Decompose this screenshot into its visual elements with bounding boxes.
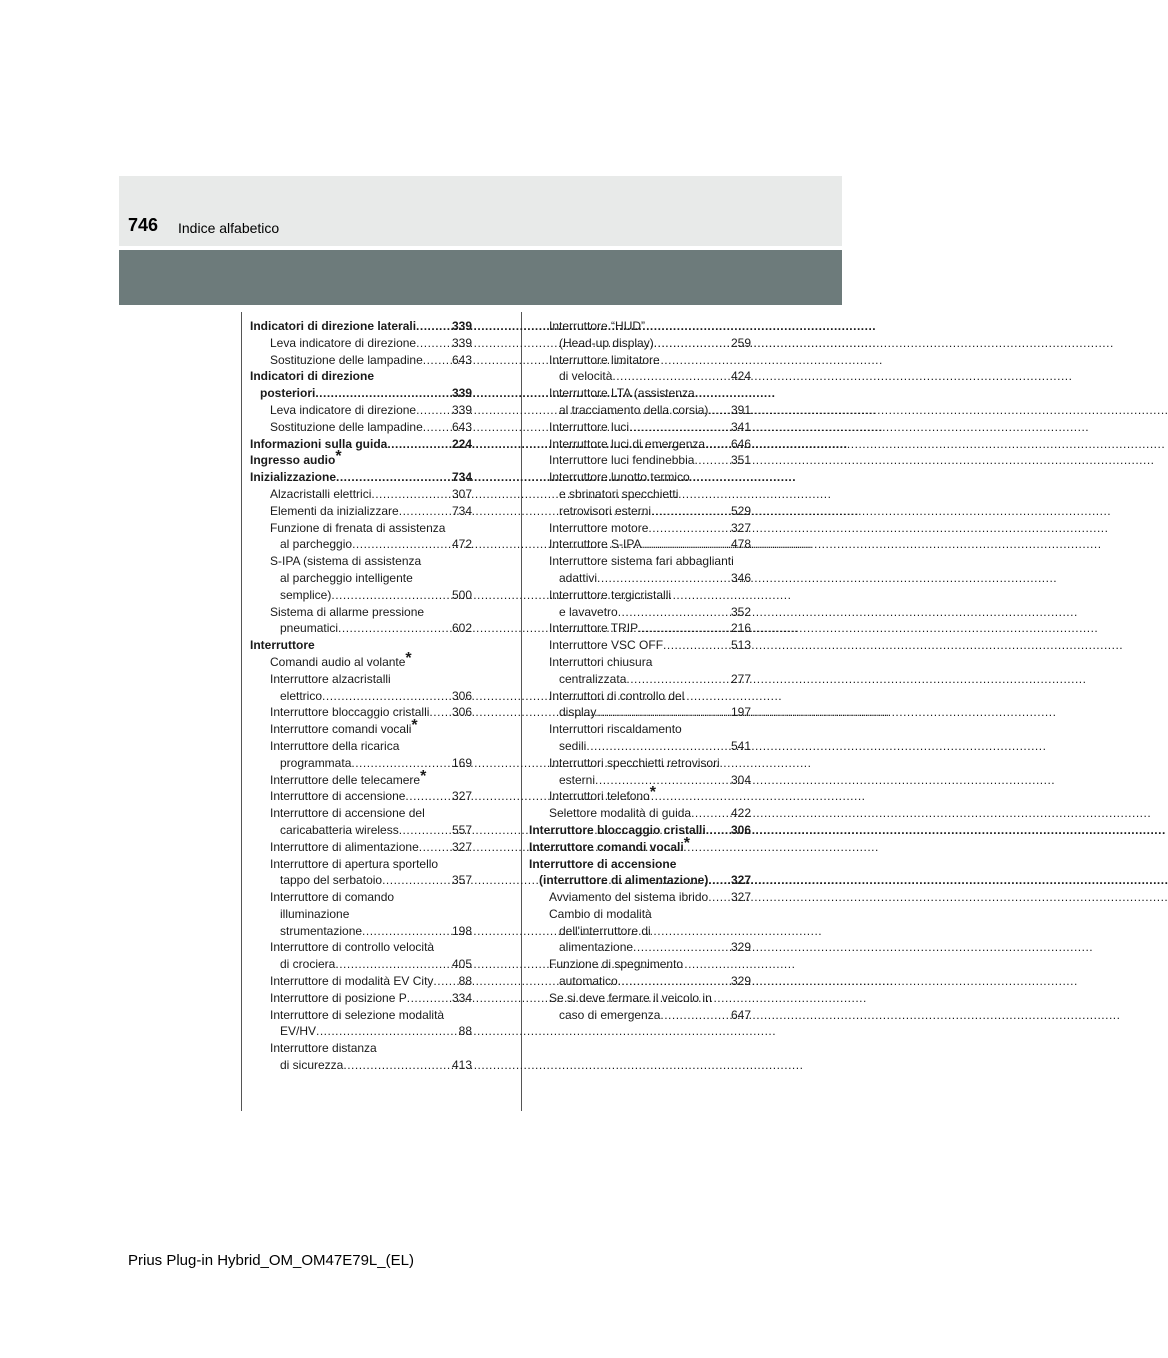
index-entry-text: di velocità	[559, 369, 613, 384]
index-entry-text: Ingresso audio	[250, 453, 336, 468]
index-page-number: 88	[458, 974, 472, 989]
dot-leader	[336, 469, 451, 486]
index-entry-text: automatico	[559, 974, 618, 989]
index-page-number: 405	[451, 957, 472, 972]
dot-leader	[626, 671, 730, 688]
index-line	[250, 604, 472, 621]
index-page-number: 88	[458, 1024, 472, 1039]
index-entry	[529, 503, 751, 520]
index-line	[250, 939, 472, 956]
index-entry-text: Interruttore luci	[549, 419, 630, 434]
index-entry	[529, 805, 751, 822]
dot-leader	[638, 620, 730, 637]
index-page-number: 529	[730, 503, 751, 518]
index-entry	[250, 839, 472, 856]
asterisk-marker: *	[420, 767, 427, 785]
index-entry	[250, 536, 472, 553]
index-page-number: 327	[451, 839, 472, 854]
index-entry-text: Interruttore distanza	[270, 1041, 377, 1056]
dot-leader	[706, 822, 730, 839]
index-entry-text: Leva indicatore di direzione	[270, 402, 417, 417]
index-entry	[250, 587, 472, 604]
index-line	[250, 1040, 472, 1057]
index-entry-text: Se si deve fermare il veicolo in	[549, 990, 712, 1005]
index-entry-text: centralizzata	[559, 671, 627, 686]
dot-leader	[654, 335, 730, 352]
index-line	[250, 637, 472, 654]
dot-leader	[407, 990, 451, 1007]
index-line	[250, 856, 472, 873]
dot-leader	[651, 503, 730, 520]
dot-leader	[416, 402, 451, 419]
index-page-number: 277	[730, 671, 751, 686]
index-entry-text: Interruttore motore	[549, 520, 649, 535]
index-entry-text: Interruttore di alimentazione	[270, 839, 419, 854]
index-entry-text: Selettore modalità di guida	[549, 806, 692, 821]
index-page-number: 472	[451, 537, 472, 552]
index-entry-text: tappo del serbatoio	[280, 873, 383, 888]
index-entry-text: Interruttore di accensione del	[270, 806, 425, 821]
index-entry-text: Interruttore di selezione modalità	[270, 1007, 445, 1022]
index-page-number: 169	[451, 755, 472, 770]
index-entry-text: adattivi	[559, 570, 598, 585]
index-entry	[250, 755, 472, 772]
index-entry-text: Inizializzazione	[250, 470, 337, 485]
index-entry-text: Leva indicatore di direzione	[270, 335, 417, 350]
index-entry-text: Interruttore TRIP	[549, 621, 639, 636]
dot-leader	[352, 536, 451, 553]
index-entry-text: Interruttore di accensione	[529, 856, 677, 871]
dot-leader	[416, 335, 451, 352]
dot-leader	[612, 368, 730, 385]
index-line	[250, 717, 472, 738]
index-entry-text: Interruttore “HUD”	[549, 319, 646, 333]
dot-leader	[660, 1007, 730, 1024]
index-line	[529, 856, 751, 873]
index-line	[250, 520, 472, 537]
index-entry-text: Avviamento del sistema ibrido	[549, 890, 709, 905]
index-entry-text: caricabatteria wireless	[280, 822, 399, 837]
index-page-number: 413	[451, 1058, 472, 1073]
index-entry	[529, 822, 751, 839]
index-entry-text: al parcheggio intelligente	[280, 570, 413, 585]
index-page-number: 334	[451, 990, 472, 1005]
index-page-number: 647	[730, 1007, 751, 1022]
index-line	[529, 923, 751, 940]
index-entry-text: Interruttore S-IPA	[549, 537, 642, 552]
index-entry	[250, 352, 472, 369]
index-page-number: 327	[730, 873, 751, 888]
index-line	[529, 906, 751, 923]
index-entry-text: Interruttori specchietti retrovisori	[549, 755, 720, 770]
index-page-number: 339	[451, 335, 472, 350]
index-entry-text: Interruttore tergicristalli	[549, 587, 672, 602]
index-page-number: 734	[451, 470, 472, 485]
index-page-number: 304	[730, 772, 751, 787]
index-entry	[529, 419, 751, 436]
index-column-left	[250, 318, 472, 1074]
index-page-number: 500	[451, 587, 472, 602]
index-entry	[529, 704, 751, 721]
index-page-number: 357	[451, 873, 472, 888]
dot-leader	[597, 570, 730, 587]
index-entry-text: (Head-up display)	[559, 335, 654, 350]
index-entry-text: Interruttore luci di emergenza	[549, 436, 706, 451]
index-entry-text: Interruttore LTA (assistenza	[549, 386, 695, 401]
dot-leader	[423, 352, 451, 369]
index-entry	[250, 788, 472, 805]
title-bar	[119, 250, 842, 305]
index-entry-text: Interruttore di posizione P	[270, 990, 407, 1005]
index-entry-text: Interruttore di controllo velocità	[270, 940, 435, 955]
dot-leader	[429, 704, 451, 721]
dot-leader	[387, 436, 451, 453]
dot-leader	[663, 637, 730, 654]
index-line	[250, 553, 472, 570]
index-page-number: 352	[730, 604, 751, 619]
index-line	[250, 805, 472, 822]
dot-leader	[641, 536, 729, 553]
index-page-number: 327	[451, 789, 472, 804]
index-line	[529, 318, 751, 335]
dot-leader	[343, 1057, 451, 1074]
index-entry	[529, 637, 751, 654]
asterisk-marker: *	[405, 649, 412, 667]
index-line	[529, 990, 751, 1007]
index-line	[529, 587, 751, 604]
dot-leader	[694, 452, 730, 469]
index-entry-text: Elementi da inizializzare	[270, 503, 399, 518]
index-page-number: 339	[451, 386, 472, 401]
index-page-number: 643	[451, 352, 472, 367]
index-page-number: 216	[730, 621, 751, 636]
index-entry-text: Interruttore sistema fari abbaglianti	[549, 554, 734, 569]
dot-leader	[633, 939, 730, 956]
dot-leader	[648, 520, 730, 537]
index-entry-text: posteriori	[260, 386, 316, 401]
index-line	[529, 755, 751, 772]
document-id-footer: Prius Plug-in Hybrid_OM_OM47E79L_(EL)	[128, 1252, 414, 1269]
index-line	[529, 834, 751, 856]
index-entry	[250, 973, 472, 990]
left-column-rule	[241, 312, 242, 1111]
index-entry-text: Interruttore di accensione	[270, 789, 406, 804]
index-entry-text: S-IPA (sistema di assistenza	[270, 554, 422, 569]
index-entry	[250, 872, 472, 889]
asterisk-marker: *	[335, 448, 342, 466]
index-entry	[250, 318, 472, 335]
index-page-number: 197	[730, 705, 751, 720]
index-entry	[529, 436, 751, 453]
index-entry-text: Sistema di allarme pressione	[270, 604, 425, 619]
index-page-number: 346	[730, 570, 751, 585]
index-entry-text: sedili	[559, 738, 587, 753]
index-page-number: 339	[451, 319, 472, 333]
index-page-number: 541	[730, 738, 751, 753]
index-entry	[250, 822, 472, 839]
index-entry-text: alimentazione	[559, 940, 634, 955]
index-entry-text: e lavavetro	[559, 604, 618, 619]
dot-leader	[331, 587, 451, 604]
index-entry-text: dell'interruttore di	[559, 923, 651, 938]
index-entry-text: display	[559, 705, 597, 720]
index-entry-text: semplice)	[280, 587, 332, 602]
index-entry	[529, 872, 751, 889]
dot-leader	[595, 772, 730, 789]
dot-leader	[618, 604, 730, 621]
index-page-number: 224	[451, 436, 472, 451]
index-column-right	[529, 318, 751, 1023]
dot-leader	[362, 923, 451, 940]
index-entry-text: caso di emergenza	[559, 1007, 661, 1022]
index-entry	[529, 536, 751, 553]
index-entry	[250, 1057, 472, 1074]
dot-leader	[708, 872, 730, 889]
index-entry	[250, 469, 472, 486]
index-entry	[250, 1023, 472, 1040]
dot-leader	[596, 704, 730, 721]
index-line	[529, 721, 751, 738]
index-page-number: 339	[451, 402, 472, 417]
index-page-number: 351	[730, 453, 751, 468]
index-entry	[529, 452, 751, 469]
asterisk-marker: *	[683, 834, 690, 852]
page-number: 746	[128, 215, 159, 235]
index-line	[250, 1007, 472, 1024]
dot-leader	[335, 956, 451, 973]
dot-leader	[691, 805, 730, 822]
index-entry-text: pneumatici	[280, 621, 339, 636]
index-entry-text: Comandi audio al volante	[270, 654, 406, 669]
dot-leader	[419, 839, 451, 856]
index-entry-text: EV/HV	[280, 1024, 317, 1039]
index-entry	[529, 738, 751, 755]
index-line	[250, 889, 472, 906]
index-entry-text: illuminazione	[280, 906, 350, 921]
index-entry-text: Interruttori chiusura	[549, 654, 653, 669]
index-entry-text: Cambio di modalità	[549, 906, 652, 921]
index-entry-text: Interruttore comandi vocali	[270, 722, 412, 737]
dot-leader	[399, 503, 451, 520]
index-entry-text: Sostituzione delle lampadine	[270, 352, 423, 367]
index-entry	[250, 503, 472, 520]
index-entry-text: Interruttore alzacristalli	[270, 671, 391, 686]
index-line	[250, 649, 472, 671]
asterisk-marker: *	[411, 717, 418, 735]
index-entry-text: esterni	[559, 772, 596, 787]
index-line	[529, 654, 751, 671]
dot-leader	[405, 788, 451, 805]
index-entry-text: Interruttori telefono	[549, 789, 650, 804]
dot-leader	[371, 486, 451, 503]
index-entry-text: (interruttore di alimentazione)	[539, 873, 709, 888]
index-entry-text: di sicurezza	[280, 1058, 344, 1073]
index-entry-text: Interruttore della ricarica	[270, 738, 400, 753]
index-page-number: 327	[730, 890, 751, 905]
index-line	[529, 784, 751, 805]
index-entry	[250, 385, 472, 402]
index-entry	[250, 956, 472, 973]
index-entry-text: Interruttore di comando	[270, 890, 395, 905]
index-page-number: 306	[451, 688, 472, 703]
index-entry-text: Interruttore comandi vocali	[529, 839, 684, 854]
index-entry-text: Indicatori di direzione laterali	[250, 319, 417, 333]
dot-leader	[399, 822, 451, 839]
index-entry-text: Interruttore di modalità EV City	[270, 974, 434, 989]
index-entry	[250, 419, 472, 436]
index-line	[250, 738, 472, 755]
dot-leader	[433, 973, 457, 990]
index-entry-text: Interruttore limitatore	[549, 352, 660, 367]
index-page-number: 329	[730, 974, 751, 989]
index-entry	[250, 923, 472, 940]
index-entry-text: di crociera	[280, 957, 336, 972]
index-page-number: 478	[730, 537, 751, 552]
index-entry-text: programmata	[280, 755, 352, 770]
index-page-number: 198	[451, 923, 472, 938]
index-entry-text: al parcheggio	[280, 537, 353, 552]
index-entry	[529, 335, 751, 352]
index-line	[529, 469, 751, 486]
index-entry	[250, 620, 472, 637]
dot-leader	[351, 755, 451, 772]
index-entry-text: Indicatori di direzione	[250, 369, 375, 384]
index-entry	[529, 671, 751, 688]
index-line	[250, 448, 472, 469]
index-line	[529, 553, 751, 570]
index-line	[529, 352, 751, 369]
index-entry-text: Interruttori riscaldamento	[549, 722, 682, 737]
index-line	[250, 671, 472, 688]
index-entry	[529, 520, 751, 537]
index-entry	[250, 436, 472, 453]
index-line	[529, 385, 751, 402]
index-entry	[529, 604, 751, 621]
index-page-number: 557	[451, 822, 472, 837]
index-entry-text: Funzione di frenata di assistenza	[270, 520, 446, 535]
index-page-number: 643	[451, 419, 472, 434]
index-entry-text: retrovisori esterni	[559, 503, 652, 518]
index-entry-text: Interruttore bloccaggio cristalli	[529, 822, 706, 837]
index-page-number: 602	[451, 621, 472, 636]
index-entry-text: al tracciamento della corsia)	[559, 402, 709, 417]
index-page-number: 306	[451, 705, 472, 720]
index-entry-text: Interruttore lunotto termico	[549, 470, 690, 485]
index-page-number: 424	[730, 369, 751, 384]
index-entry	[529, 973, 751, 990]
index-entry	[529, 939, 751, 956]
dot-leader	[423, 419, 451, 436]
dot-leader	[618, 973, 730, 990]
index-entry	[529, 368, 751, 385]
asterisk-marker: *	[649, 784, 656, 802]
index-entry-text: Interruttore VSC OFF	[549, 638, 664, 653]
index-entry-text: Funzione di spegnimento	[549, 957, 684, 972]
index-page-number: 391	[730, 402, 751, 417]
index-entry-text: elettrico	[280, 688, 323, 703]
dot-leader	[708, 402, 730, 419]
index-entry	[250, 335, 472, 352]
dot-leader	[629, 419, 730, 436]
index-entry-text: Alzacristalli elettrici	[270, 486, 372, 501]
dot-leader	[708, 889, 730, 906]
index-entry-text: Interruttore delle telecamere	[270, 772, 421, 787]
index-line	[529, 486, 751, 503]
dot-leader	[586, 738, 730, 755]
index-entry-text: strumentazione	[280, 923, 363, 938]
dot-leader	[315, 385, 451, 402]
index-entry-text: Interruttore bloccaggio cristalli	[270, 705, 430, 720]
index-entry	[529, 1007, 751, 1024]
index-entry-text: Interruttore di apertura sportello	[270, 856, 439, 871]
index-entry-text: Sostituzione delle lampadine	[270, 419, 423, 434]
index-line	[250, 368, 472, 385]
index-line	[250, 906, 472, 923]
dot-leader	[416, 318, 451, 335]
section-title: Indice alfabetico	[178, 220, 280, 236]
dot-leader	[316, 1023, 458, 1040]
index-page-number: 513	[730, 638, 751, 653]
index-entry-text: Interruttore	[250, 638, 315, 653]
index-entry	[529, 402, 751, 419]
dot-leader	[382, 872, 451, 889]
index-entry	[250, 402, 472, 419]
dot-leader	[338, 620, 451, 637]
index-line	[250, 767, 472, 789]
index-page-number: 646	[730, 436, 751, 451]
index-entry	[529, 620, 751, 637]
index-line	[529, 956, 751, 973]
index-entry	[250, 990, 472, 1007]
index-page-number: 307	[451, 486, 472, 501]
index-entry	[529, 772, 751, 789]
index-entry-text: Interruttore luci fendinebbia	[549, 453, 695, 468]
dot-leader	[705, 436, 730, 453]
index-page-number: 306	[730, 822, 751, 837]
index-page-number: 341	[730, 419, 751, 434]
index-entry-text: e sbrinatori specchietti	[559, 486, 679, 501]
index-line	[250, 570, 472, 587]
index-entry	[250, 486, 472, 503]
index-line	[529, 688, 751, 705]
index-entry-text: Informazioni sulla guida	[250, 436, 388, 451]
index-entry	[250, 688, 472, 705]
index-page-number: 259	[730, 335, 751, 350]
index-page-number: 734	[451, 503, 472, 518]
index-page-number: 327	[730, 520, 751, 535]
index-entry	[529, 889, 751, 906]
dot-leader	[322, 688, 451, 705]
index-entry	[529, 570, 751, 587]
index-page-number: 329	[730, 940, 751, 955]
index-entry-text: Interruttori di controllo del	[549, 688, 685, 703]
index-entry	[250, 704, 472, 721]
index-page-number: 422	[730, 806, 751, 821]
